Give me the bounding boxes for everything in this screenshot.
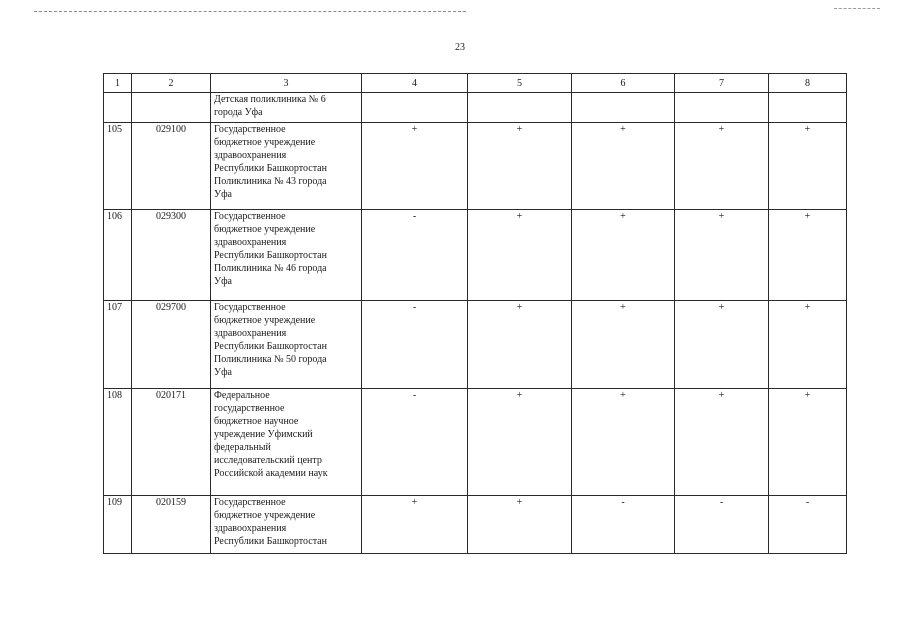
column-header: 2 bbox=[132, 74, 211, 93]
facility-name-line: Государственное bbox=[214, 124, 286, 135]
flag-cell: + bbox=[468, 301, 572, 389]
flag-cell: + bbox=[769, 123, 847, 210]
column-header: 3 bbox=[211, 74, 362, 93]
flag-cell: + bbox=[572, 123, 675, 210]
facility-name-line: государственное bbox=[214, 403, 285, 414]
row-number: 107 bbox=[104, 301, 132, 389]
flag-cell: + bbox=[362, 496, 468, 554]
flag-cell: + bbox=[362, 123, 468, 210]
table-row bbox=[104, 123, 847, 210]
facility-name-line: Государственное bbox=[214, 302, 286, 313]
facility-code: 020171 bbox=[132, 389, 211, 496]
flag-cell: + bbox=[468, 389, 572, 496]
flag-cell: + bbox=[769, 389, 847, 496]
column-header: 7 bbox=[675, 74, 769, 93]
facility-name-line: здравоохранения bbox=[214, 328, 287, 339]
column-header: 1 bbox=[104, 74, 132, 93]
top-scan-rule bbox=[34, 11, 466, 12]
facility-code: 029100 bbox=[132, 123, 211, 210]
facility-name bbox=[211, 93, 362, 123]
facility-name-line: Республики Башкортостан bbox=[214, 163, 327, 174]
registry-table bbox=[103, 73, 847, 554]
facility-name-line: Государственное bbox=[214, 497, 286, 508]
flag-cell: + bbox=[675, 301, 769, 389]
facility-name-line: федеральный bbox=[214, 442, 271, 453]
facility-name-line: Республики Башкортостан bbox=[214, 250, 327, 261]
facility-code: 029300 bbox=[132, 210, 211, 301]
facility-name bbox=[211, 389, 362, 496]
facility-code: 020159 bbox=[132, 496, 211, 554]
row-number: 109 bbox=[104, 496, 132, 554]
row-number bbox=[104, 93, 132, 123]
flag-cell: + bbox=[769, 210, 847, 301]
facility-name-line: здравоохранения bbox=[214, 237, 287, 248]
facility-name-line: Республики Башкортостан bbox=[214, 341, 327, 352]
facility-name-line: здравоохранения bbox=[214, 150, 287, 161]
flag-cell: - bbox=[362, 210, 468, 301]
flag-cell: + bbox=[675, 210, 769, 301]
table-row bbox=[104, 210, 847, 301]
column-header: 8 bbox=[769, 74, 847, 93]
table-row bbox=[104, 389, 847, 496]
flag-cell: + bbox=[468, 210, 572, 301]
flag-cell: - bbox=[362, 389, 468, 496]
facility-name-line: Поликлиника № 50 города bbox=[214, 354, 327, 365]
facility-name bbox=[211, 496, 362, 554]
facility-name-line: бюджетное учреждение bbox=[214, 315, 316, 326]
flag-cell: - bbox=[675, 496, 769, 554]
facility-code: 029700 bbox=[132, 301, 211, 389]
facility-name-line: Федеральное bbox=[214, 390, 270, 401]
facility-name-line: города Уфа bbox=[214, 107, 263, 118]
flag-cell bbox=[362, 93, 468, 123]
facility-name-line: Республики Башкортостан bbox=[214, 536, 327, 547]
facility-name-line: бюджетное научное bbox=[214, 416, 299, 427]
flag-cell: + bbox=[572, 210, 675, 301]
flag-cell: + bbox=[468, 123, 572, 210]
flag-cell: + bbox=[468, 496, 572, 554]
facility-name bbox=[211, 123, 362, 210]
facility-name-line: здравоохранения bbox=[214, 523, 287, 534]
column-header: 4 bbox=[362, 74, 468, 93]
table-row bbox=[104, 496, 847, 554]
flag-cell: + bbox=[675, 123, 769, 210]
facility-name-line: исследовательский центр bbox=[214, 455, 322, 466]
page-number: 23 bbox=[455, 42, 465, 53]
facility-name-line: Уфа bbox=[214, 276, 232, 287]
facility-name-line: бюджетное учреждение bbox=[214, 510, 316, 521]
facility-name-line: Поликлиника № 46 города bbox=[214, 263, 327, 274]
facility-name bbox=[211, 301, 362, 389]
column-header: 6 bbox=[572, 74, 675, 93]
facility-name-line: учреждение Уфимский bbox=[214, 429, 313, 440]
facility-name-line: Поликлиника № 43 города bbox=[214, 176, 327, 187]
table-header-row bbox=[104, 74, 847, 93]
flag-cell: + bbox=[769, 301, 847, 389]
row-number: 106 bbox=[104, 210, 132, 301]
facility-name-line: Уфа bbox=[214, 189, 232, 200]
row-number: 108 bbox=[104, 389, 132, 496]
facility-name-line: бюджетное учреждение bbox=[214, 137, 316, 148]
flag-cell bbox=[468, 93, 572, 123]
row-number: 105 bbox=[104, 123, 132, 210]
facility-name-line: Уфа bbox=[214, 367, 232, 378]
flag-cell: - bbox=[362, 301, 468, 389]
flag-cell bbox=[572, 93, 675, 123]
flag-cell: + bbox=[572, 389, 675, 496]
table-row bbox=[104, 301, 847, 389]
flag-cell: + bbox=[572, 301, 675, 389]
flag-cell: - bbox=[572, 496, 675, 554]
facility-name bbox=[211, 210, 362, 301]
flag-cell: + bbox=[675, 389, 769, 496]
facility-name-line: Российской академии наук bbox=[214, 468, 328, 479]
column-header: 5 bbox=[468, 74, 572, 93]
facility-name-line: бюджетное учреждение bbox=[214, 224, 316, 235]
table-row bbox=[104, 93, 847, 123]
flag-cell: - bbox=[769, 496, 847, 554]
flag-cell bbox=[769, 93, 847, 123]
top-scan-rule-right bbox=[834, 8, 880, 9]
facility-name-line: Государственное bbox=[214, 211, 286, 222]
facility-name-line: Детская поликлиника № 6 bbox=[214, 94, 326, 105]
facility-code bbox=[132, 93, 211, 123]
flag-cell bbox=[675, 93, 769, 123]
